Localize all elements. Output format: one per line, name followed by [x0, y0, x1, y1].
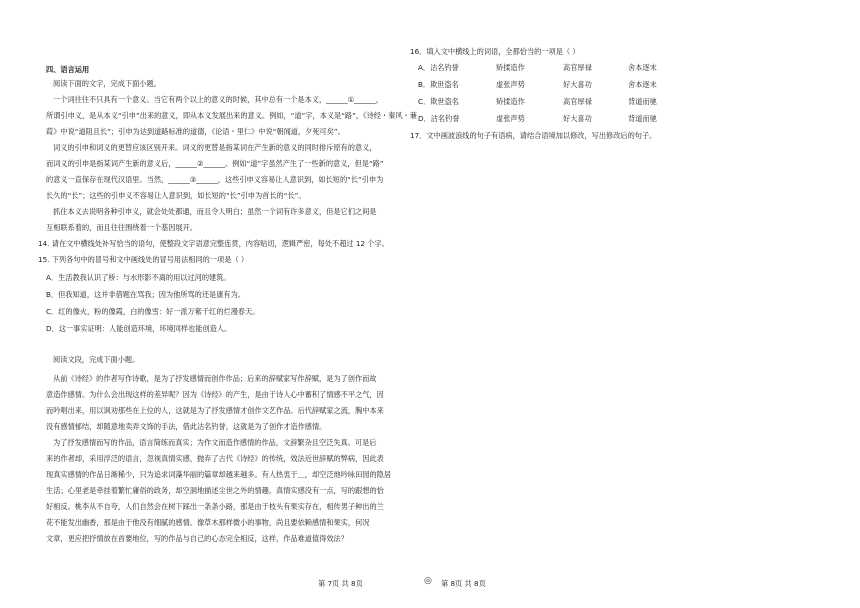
option-cell: 虚张声势	[496, 114, 525, 123]
option-cell: 高官厚禄	[563, 97, 592, 106]
section-heading: 四、语言运用	[46, 65, 90, 74]
passage1-line: 而词义的引申是指某词产生新的意义后，______②______。例如“道”字虽然产生了一些新的意义，但是“路”	[46, 159, 384, 168]
passage1-line: 词义的引申和词义的更替应该区别开来。词义的更替是指某词在产生新的意义的同时排斥原有的意义，	[53, 143, 377, 152]
option-cell: 舍本逐末	[628, 80, 657, 89]
option-cell: 好大喜功	[563, 80, 592, 89]
option-cell: 高官厚禄	[563, 63, 592, 72]
option-cell: 背道而驰	[628, 97, 657, 106]
option-cell: 虚张声势	[496, 80, 525, 89]
option-cell: B．欺世盗名	[418, 80, 459, 89]
reading-instruction-2: 阅读文段，完成下面小题。	[53, 355, 140, 364]
passage2-line: 来的作者却，采用浮泛的语言，忽视真情实感，抛弃了古代《诗经》的传统，效法近世辞赋的弊病，因此表	[46, 454, 384, 463]
passage1-line: 葭》中说“道阻且长”；引申为达到道路标准的道德，《论语・里仁》中说“朝闻道，夕死可矣”。	[46, 127, 345, 136]
page-number-left: 第 7页 共 8页	[318, 579, 363, 588]
passage2-line: 生活；心里老是牵挂着繁忙庸俗的政务，却空洞地描述尘世之外的情趣。真情实感没有一点，写的跟想的恰	[46, 486, 384, 495]
passage2-line: 从前《诗经》的作者写作诗歌，是为了抒发感情而创作作品；后来的辞赋家写作辞赋，是为了创作而故	[53, 374, 377, 383]
option-cell: 舍本逐末	[628, 63, 657, 72]
passage2-line: 好相反。桃李从不自夸，人们自然会在树下踩出一条条小路，那是由于枝头有果实存在，相传男子种出的兰	[46, 502, 384, 511]
q15-option-a: A．生活教我认识了桥：与水形影不离的用以过河的建筑。	[46, 273, 231, 282]
q16-option-b	[418, 80, 818, 91]
passage2-line: 花不能发出幽香，那是由于他没有细腻的感情。像草木那样微小的事物，尚且要依赖感情和果实，何况	[46, 518, 370, 527]
option-cell: 矫揉造作	[496, 97, 525, 106]
reading-instruction-1: 阅读下面的文字，完成下面小题。	[53, 79, 161, 88]
binding-circle-icon: ◎	[424, 576, 432, 586]
passage2-line: 没有感情郁结，却随意地卖弄文饰的手法，借此沽名钓誉，这就是为了创作才造作感情。	[46, 422, 327, 431]
passage2-line: 为了抒发感情而写的作品，语言简练而真实；为作文而造作感情的作品，文辞繁杂且空泛失真。可是后	[53, 438, 377, 447]
option-cell: C．欺世盗名	[418, 97, 459, 106]
option-cell: A．沽名钓誉	[418, 63, 459, 72]
passage2-line: 意造作感情。为什么会出现这样的差异呢？因为《诗经》的产生，是由于诗人心中蓄积了情感不平之气，因	[46, 390, 384, 399]
passage2-line: 现真实感情的作品日渐稀少，只为追求词藻华丽的篇章却越来越多。有人热衷于＿，却空泛地吟咏田园的隐居	[46, 470, 392, 479]
passage1-line: 一个词往往不只具有一个意义。当它有两个以上的意义的时候，其中总有一个是本义，______①______，	[53, 95, 383, 104]
option-cell: D．沽名钓誉	[418, 114, 460, 123]
q15-option-c: C．红的像火，粉的像霞，白的像雪：好一派万紫千红的烂漫春天。	[46, 307, 260, 316]
q16-option-d	[418, 114, 818, 125]
option-cell: 好大喜功	[563, 114, 592, 123]
passage2-line: 而吟唱出来，用以讽劝那些在上位的人，这就是为了抒发感情才创作文艺作品。后代辞赋家之流，胸中本来	[46, 406, 384, 415]
passage1-line: 长久的“长”；这些的引申义不容易让人意识到，如长短的“长”引申为首长的“长”。	[46, 191, 306, 200]
passage1-line: 的意义一直保存在现代汉语里。当然，______③______，这些引申义容易让人意识到，如长短的“长”引申为	[46, 175, 384, 184]
question-14: 14. 请在文中横线处补写恰当的语句，使整段文字语意完整连贯，内容贴切，逻辑严密，每处不超过 12 个字。	[38, 239, 389, 248]
passage1-line: 所谓引申义，是从本义“引申”出来的意义，即从本义发展出来的意义。例如，“道”字，本义是“路”，《诗经・秦风・蒹	[46, 111, 417, 120]
question-16: 16．填入文中横线上的词语，全都恰当的一项是（ ）	[410, 47, 580, 56]
right-page	[410, 0, 860, 608]
q16-option-c	[418, 97, 818, 108]
passage1-line: 互相联系着的，而且往往围绕着一个基因展开。	[46, 223, 197, 232]
q16-option-a	[418, 63, 818, 74]
passage2-line: 文章，更应把抒情放在首要地位，写的作品与自己的心态完全相反，这样，作品难道值得效法？	[46, 534, 348, 543]
option-cell: 矫揉造作	[496, 63, 525, 72]
question-15: 15. 下列各句中的冒号和文中画线处的冒号用法相同的一项是（ ）	[38, 255, 249, 264]
passage1-line: 抓住本义去说明各种引申义，就会处处都通，而且令人明白；虽然一个词有许多意义，但是它们之间是	[53, 207, 377, 216]
q15-option-d: D．这一事实证明：人能创造环境，环境同样也能创造人。	[46, 324, 232, 333]
q15-option-b: B．但我知道，这并非借题在骂我；因为他所骂的还是康有为。	[46, 290, 245, 299]
question-17: 17．文中画波浪线的句子有语病，请结合语境加以修改，写出修改后的句子。	[410, 131, 657, 140]
option-cell: 背道而驰	[628, 114, 657, 123]
page-number-right: 第 8页 共 8页	[441, 579, 486, 588]
